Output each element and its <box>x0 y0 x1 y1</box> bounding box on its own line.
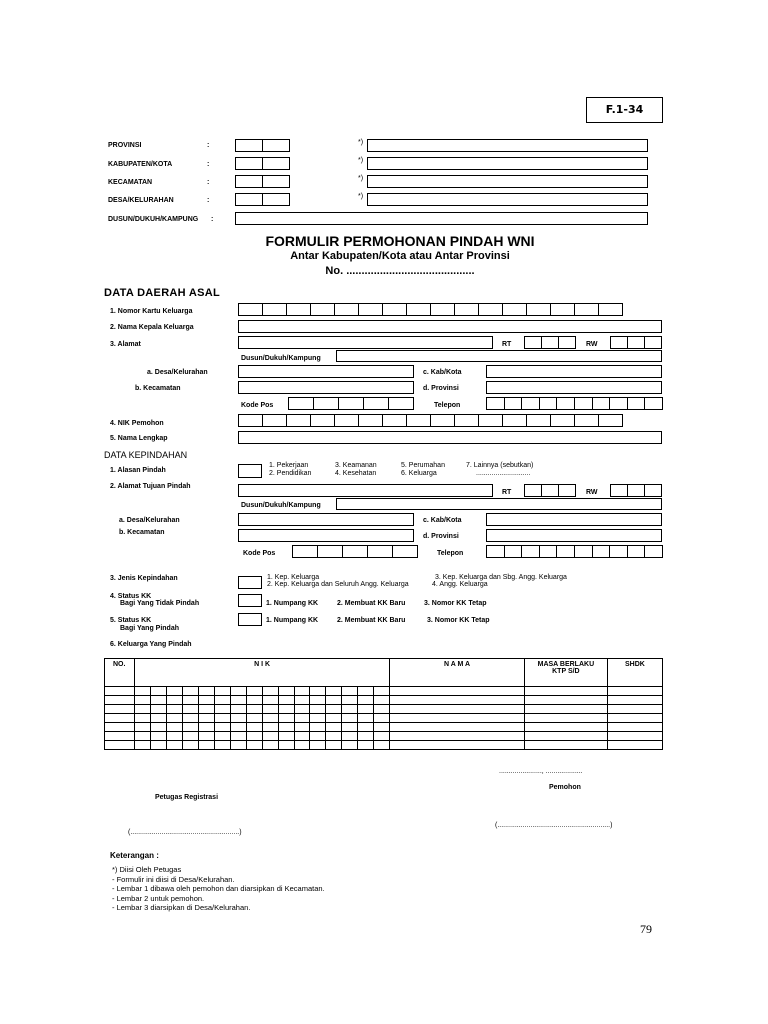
pindah-dusun-label: Dusun/Dukuh/Kampung <box>241 502 321 509</box>
table-cell[interactable] <box>326 741 342 750</box>
th-nik: N I K <box>134 659 389 687</box>
table-cell[interactable] <box>278 714 294 723</box>
table-cell[interactable] <box>310 696 326 705</box>
th-masa-2: KTP S/D <box>552 668 580 675</box>
alasan-opt-5: 5. Perumahan <box>401 462 445 469</box>
table-cell[interactable] <box>246 723 262 732</box>
table-cell[interactable] <box>390 741 525 750</box>
th-masa <box>524 659 607 687</box>
asal-desa-label: a. Desa/Kelurahan <box>147 369 208 376</box>
table-cell[interactable] <box>198 723 214 732</box>
jenis-opt-1: 1. Kep. Keluarga <box>267 574 320 581</box>
asal-prov-label: d. Provinsi <box>423 385 459 392</box>
table-cell[interactable] <box>390 714 525 723</box>
pindah-prov-input[interactable] <box>486 529 662 542</box>
section-asal-heading: DATA DAERAH ASAL <box>104 287 221 299</box>
table-cell[interactable] <box>150 723 166 732</box>
table-cell[interactable] <box>278 741 294 750</box>
note-item: - Formulir ini diisi di Desa/Kelurahan. <box>112 874 235 884</box>
dusun-header-colon: : <box>211 216 214 223</box>
table-cell[interactable] <box>134 741 150 750</box>
kecamatan-label: KECAMATAN <box>108 179 153 186</box>
table-row <box>105 705 663 714</box>
table-cell[interactable] <box>294 732 310 741</box>
status2-label-2: Bagi Yang Pindah <box>120 625 179 632</box>
table-cell[interactable] <box>105 705 135 714</box>
table-cell[interactable] <box>294 714 310 723</box>
table-cell[interactable] <box>246 714 262 723</box>
table-cell[interactable] <box>214 723 230 732</box>
status2-opt-2: 2. Membuat KK Baru <box>337 617 406 624</box>
table-row <box>105 723 663 732</box>
asal-kec-label: b. Kecamatan <box>135 385 181 392</box>
kecamatan-name-input[interactable] <box>367 175 648 188</box>
asal-alamat-label: 3. Alamat <box>110 341 141 348</box>
table-cell[interactable] <box>230 732 246 741</box>
table-cell[interactable] <box>294 687 310 696</box>
page-number: 79 <box>640 922 652 936</box>
notes-list <box>112 865 325 913</box>
table-cell[interactable] <box>326 723 342 732</box>
desa-code-input[interactable] <box>235 193 290 206</box>
asal-kk-input[interactable] <box>238 303 623 316</box>
table-cell[interactable] <box>198 741 214 750</box>
asal-kk-label: 1. Nomor Kartu Keluarga <box>110 308 193 315</box>
pindah-desa-input[interactable] <box>238 513 414 526</box>
table-cell[interactable] <box>278 732 294 741</box>
table-cell[interactable] <box>607 687 662 696</box>
table-cell[interactable] <box>342 696 358 705</box>
table-cell[interactable] <box>198 687 214 696</box>
alasan-opt-1: 1. Pekerjaan <box>269 462 309 469</box>
status2-opt-1: 1. Numpang KK <box>266 617 319 624</box>
kabupaten-mark: *) <box>358 157 364 164</box>
table-cell[interactable] <box>524 741 607 750</box>
desa-colon: : <box>207 197 210 204</box>
jenis-opt-3: 3. Kep. Keluarga dan Sbg. Angg. Keluarga <box>435 574 567 581</box>
table-cell[interactable] <box>262 732 278 741</box>
table-cell[interactable] <box>166 696 182 705</box>
table-cell[interactable] <box>134 705 150 714</box>
table-cell[interactable] <box>166 741 182 750</box>
table-cell[interactable] <box>390 687 525 696</box>
table-cell[interactable] <box>214 687 230 696</box>
table-cell[interactable] <box>342 741 358 750</box>
table-cell[interactable] <box>278 705 294 714</box>
table-cell[interactable] <box>230 741 246 750</box>
table-cell[interactable] <box>214 714 230 723</box>
pindah-kodepos-input[interactable] <box>292 545 418 558</box>
table-cell[interactable] <box>524 687 607 696</box>
table-cell[interactable] <box>310 714 326 723</box>
section-pindah-heading: DATA KEPINDAHAN <box>104 450 188 460</box>
table-cell[interactable] <box>230 705 246 714</box>
th-shdk: SHDK <box>607 659 662 687</box>
kecamatan-colon: : <box>207 179 210 186</box>
pindah-rt-input[interactable] <box>524 484 576 497</box>
table-cell[interactable] <box>182 705 198 714</box>
table-cell[interactable] <box>374 696 390 705</box>
pindah-kab-label: c. Kab/Kota <box>423 517 462 524</box>
provinsi-mark: *) <box>358 139 364 146</box>
table-cell[interactable] <box>310 723 326 732</box>
table-cell[interactable] <box>278 723 294 732</box>
asal-nama-input[interactable] <box>238 431 662 444</box>
jenis-opt-2: 2. Kep. Keluarga dan Seluruh Angg. Keluarga <box>267 581 409 588</box>
asal-rw-label: RW <box>586 341 598 348</box>
note-item: - Lembar 1 dibawa oleh pemohon dan diarsipkan di Kecamatan. <box>112 884 325 893</box>
table-cell[interactable] <box>198 705 214 714</box>
note-item: - Lembar 2 untuk pemohon. <box>112 893 205 903</box>
table-cell[interactable] <box>246 732 262 741</box>
asal-rt-input[interactable] <box>524 336 576 349</box>
signature-pemohon: Pemohon <box>549 784 581 791</box>
table-row <box>105 741 663 750</box>
table-cell[interactable] <box>214 696 230 705</box>
table-cell[interactable] <box>294 741 310 750</box>
status1-label-1: 4. Status KK <box>110 593 152 600</box>
asal-kab-input[interactable] <box>486 365 662 378</box>
dusun-header-label: DUSUN/DUKUH/KAMPUNG <box>108 216 199 223</box>
table-cell[interactable] <box>105 696 135 705</box>
asal-nik-label: 4. NIK Pemohon <box>110 420 164 427</box>
status1-opt-1: 1. Numpang KK <box>266 600 319 607</box>
table-cell[interactable] <box>358 696 374 705</box>
pindah-keluarga-label: 6. Keluarga Yang Pindah <box>110 641 192 648</box>
kabupaten-colon: : <box>207 161 210 168</box>
table-cell[interactable] <box>374 723 390 732</box>
pindah-kec-label: b. Kecamatan <box>119 529 165 536</box>
asal-kodepos-input[interactable] <box>288 397 414 410</box>
th-masa-1: MASA BERLAKU <box>537 661 595 668</box>
table-cell[interactable] <box>246 741 262 750</box>
table-cell[interactable] <box>150 687 166 696</box>
asal-rt-label: RT <box>502 341 512 348</box>
form-code-box <box>586 97 663 123</box>
note-item: - Lembar 3 diarsipkan di Desa/Kelurahan. <box>112 903 251 912</box>
table-cell[interactable] <box>246 687 262 696</box>
table-cell[interactable] <box>310 687 326 696</box>
status1-label-2: Bagi Yang Tidak Pindah <box>120 600 200 607</box>
pindah-alasan-label: 1. Alasan Pindah <box>110 467 166 474</box>
th-no: NO. <box>105 659 135 687</box>
desa-mark: *) <box>358 193 364 200</box>
table-cell[interactable] <box>390 723 525 732</box>
status2-opt-3: 3. Nomor KK Tetap <box>427 617 490 624</box>
asal-nik-input[interactable] <box>238 414 623 427</box>
asal-kepala-input[interactable] <box>238 320 662 333</box>
table-cell[interactable] <box>166 714 182 723</box>
table-cell[interactable] <box>214 705 230 714</box>
table-cell[interactable] <box>105 732 135 741</box>
table-cell[interactable] <box>374 741 390 750</box>
alasan-opt-7: 7. Lainnya (sebutkan) <box>466 462 534 469</box>
asal-rw-input[interactable] <box>610 336 662 349</box>
pindah-desa-label: a. Desa/Kelurahan <box>119 517 180 524</box>
table-cell[interactable] <box>294 705 310 714</box>
table-cell[interactable] <box>182 732 198 741</box>
table-cell[interactable] <box>607 723 662 732</box>
table-cell[interactable] <box>294 723 310 732</box>
table-cell[interactable] <box>342 714 358 723</box>
table-cell[interactable] <box>326 705 342 714</box>
table-cell[interactable] <box>230 696 246 705</box>
table-cell[interactable] <box>134 714 150 723</box>
signature-date-line: ......................, ................... <box>499 768 583 775</box>
kecamatan-code-input[interactable] <box>235 175 290 188</box>
table-cell[interactable] <box>134 732 150 741</box>
table-cell[interactable] <box>294 696 310 705</box>
pindah-kab-input[interactable] <box>486 513 662 526</box>
table-cell[interactable] <box>278 687 294 696</box>
asal-alamat-input[interactable] <box>238 336 493 349</box>
table-cell[interactable] <box>198 732 214 741</box>
alasan-opt-3: 3. Keamanan <box>335 462 377 469</box>
table-cell[interactable] <box>230 687 246 696</box>
asal-kepala-label: 2. Nama Kepala Keluarga <box>110 324 194 331</box>
asal-kodepos-label: Kode Pos <box>241 402 274 409</box>
table-cell[interactable] <box>358 687 374 696</box>
table-cell[interactable] <box>166 723 182 732</box>
table-cell[interactable] <box>524 696 607 705</box>
pindah-rt-label: RT <box>502 489 512 496</box>
table-cell[interactable] <box>150 741 166 750</box>
table-cell[interactable] <box>198 696 214 705</box>
table-cell[interactable] <box>230 714 246 723</box>
asal-kab-label: c. Kab/Kota <box>423 369 462 376</box>
table-cell[interactable] <box>358 714 374 723</box>
table-cell[interactable] <box>182 687 198 696</box>
table-cell[interactable] <box>326 714 342 723</box>
table-cell[interactable] <box>182 696 198 705</box>
table-cell[interactable] <box>374 714 390 723</box>
table-cell[interactable] <box>358 732 374 741</box>
alasan-opt-6: 6. Keluarga <box>401 470 437 477</box>
table-cell[interactable] <box>374 705 390 714</box>
signature-line-left: (........................................................) <box>128 829 242 836</box>
table-cell[interactable] <box>374 732 390 741</box>
table-cell[interactable] <box>524 723 607 732</box>
dusun-header-input[interactable] <box>235 212 648 225</box>
status1-input[interactable] <box>238 594 262 607</box>
kabupaten-label: KABUPATEN/KOTA <box>108 161 173 168</box>
table-cell[interactable] <box>198 714 214 723</box>
pindah-kodepos-label: Kode Pos <box>243 550 276 557</box>
table-row <box>105 687 663 696</box>
table-cell[interactable] <box>358 741 374 750</box>
table-cell[interactable] <box>326 732 342 741</box>
table-cell[interactable] <box>607 732 662 741</box>
pindah-kec-input[interactable] <box>238 529 414 542</box>
provinsi-code-input[interactable] <box>235 139 290 152</box>
table-cell[interactable] <box>262 705 278 714</box>
asal-prov-input[interactable] <box>486 381 662 394</box>
form-subtitle: Antar Kabupaten/Kota atau Antar Provinsi <box>290 250 510 262</box>
alasan-opt-2: 2. Pendidikan <box>269 470 312 477</box>
provinsi-name-input[interactable] <box>367 139 648 152</box>
signature-line-right: (..........................................................) <box>495 822 613 829</box>
kecamatan-mark: *) <box>358 175 364 182</box>
table-row <box>105 696 663 705</box>
signature-petugas: Petugas Registrasi <box>155 794 219 801</box>
alasan-opt-4: 4. Kesehatan <box>335 470 377 477</box>
provinsi-label: PROVINSI <box>108 142 142 149</box>
th-nama: N A M A <box>390 659 525 687</box>
asal-telepon-label: Telepon <box>434 402 461 409</box>
notes-heading: Keterangan : <box>110 851 159 860</box>
table-cell[interactable] <box>214 741 230 750</box>
pindah-rw-input[interactable] <box>610 484 662 497</box>
table-cell[interactable] <box>166 705 182 714</box>
table-cell[interactable] <box>134 687 150 696</box>
table-cell[interactable] <box>310 732 326 741</box>
table-cell[interactable] <box>278 696 294 705</box>
table-cell[interactable] <box>134 696 150 705</box>
asal-kec-input[interactable] <box>238 381 414 394</box>
table-cell[interactable] <box>262 723 278 732</box>
asal-dusun-label: Dusun/Dukuh/Kampung <box>241 355 321 362</box>
table-cell[interactable] <box>607 741 662 750</box>
table-row <box>105 714 663 723</box>
table-cell[interactable] <box>214 732 230 741</box>
table-cell[interactable] <box>150 732 166 741</box>
pindah-jenis-label: 3. Jenis Kepindahan <box>110 575 178 582</box>
table-cell[interactable] <box>524 714 607 723</box>
table-cell[interactable] <box>390 705 525 714</box>
asal-desa-input[interactable] <box>238 365 414 378</box>
table-cell[interactable] <box>182 723 198 732</box>
table-cell[interactable] <box>607 705 662 714</box>
table-cell[interactable] <box>150 696 166 705</box>
table-cell[interactable] <box>150 705 166 714</box>
table-cell[interactable] <box>105 687 135 696</box>
table-cell[interactable] <box>134 723 150 732</box>
pindah-tujuan-input[interactable] <box>238 484 493 497</box>
status2-label-1: 5. Status KK <box>110 617 152 624</box>
status1-opt-3: 3. Nomor KK Tetap <box>424 600 487 607</box>
table-cell[interactable] <box>262 714 278 723</box>
table-cell[interactable] <box>607 696 662 705</box>
status1-opt-2: 2. Membuat KK Baru <box>337 600 406 607</box>
desa-name-input[interactable] <box>367 193 648 206</box>
asal-dusun-input[interactable] <box>336 350 662 362</box>
asal-telepon-input[interactable] <box>486 397 663 410</box>
pindah-rw-label: RW <box>586 489 598 496</box>
family-table <box>104 658 663 750</box>
table-row <box>105 732 663 741</box>
status2-input[interactable] <box>238 613 262 626</box>
table-cell[interactable] <box>262 687 278 696</box>
note-item: *) Diisi Oleh Petugas <box>112 865 182 874</box>
table-cell[interactable] <box>342 687 358 696</box>
kabupaten-code-input[interactable] <box>235 157 290 170</box>
desa-label: DESA/KELURAHAN <box>108 197 174 204</box>
alasan-opt-7-line: ............................ <box>476 470 531 477</box>
provinsi-colon: : <box>207 142 210 149</box>
pindah-prov-label: d. Provinsi <box>423 533 459 540</box>
table-cell[interactable] <box>230 723 246 732</box>
table-cell[interactable] <box>358 723 374 732</box>
form-title: FORMULIR PERMOHONAN PINDAH WNI <box>265 233 535 249</box>
table-cell[interactable] <box>342 732 358 741</box>
table-cell[interactable] <box>390 696 525 705</box>
family-table-body <box>105 687 663 750</box>
pindah-alasan-input[interactable] <box>238 464 262 478</box>
table-cell[interactable] <box>166 687 182 696</box>
table-cell[interactable] <box>342 723 358 732</box>
table-cell[interactable] <box>182 714 198 723</box>
pindah-tujuan-label: 2. Alamat Tujuan Pindah <box>110 483 191 490</box>
table-cell[interactable] <box>390 732 525 741</box>
table-cell[interactable] <box>310 705 326 714</box>
table-cell[interactable] <box>524 705 607 714</box>
jenis-opt-4: 4. Angg. Keluarga <box>432 581 488 588</box>
table-cell[interactable] <box>358 705 374 714</box>
pindah-dusun-input[interactable] <box>336 498 662 510</box>
table-cell[interactable] <box>105 741 135 750</box>
table-cell[interactable] <box>262 696 278 705</box>
table-cell[interactable] <box>262 741 278 750</box>
table-cell[interactable] <box>524 732 607 741</box>
table-cell[interactable] <box>182 741 198 750</box>
kabupaten-name-input[interactable] <box>367 157 648 170</box>
form-number: No. .......................................... <box>325 265 475 277</box>
table-cell[interactable] <box>374 687 390 696</box>
table-cell[interactable] <box>607 714 662 723</box>
table-cell[interactable] <box>150 714 166 723</box>
form-code: F.1-34 <box>605 103 644 116</box>
asal-nama-label: 5. Nama Lengkap <box>110 435 168 442</box>
table-cell[interactable] <box>246 696 262 705</box>
table-cell[interactable] <box>105 714 135 723</box>
table-cell[interactable] <box>166 732 182 741</box>
table-cell[interactable] <box>246 705 262 714</box>
table-cell[interactable] <box>326 696 342 705</box>
pindah-telepon-input[interactable] <box>486 545 663 558</box>
pindah-telepon-label: Telepon <box>437 550 464 557</box>
table-cell[interactable] <box>326 687 342 696</box>
pindah-jenis-input[interactable] <box>238 576 262 589</box>
table-cell[interactable] <box>310 741 326 750</box>
table-cell[interactable] <box>105 723 135 732</box>
table-cell[interactable] <box>342 705 358 714</box>
